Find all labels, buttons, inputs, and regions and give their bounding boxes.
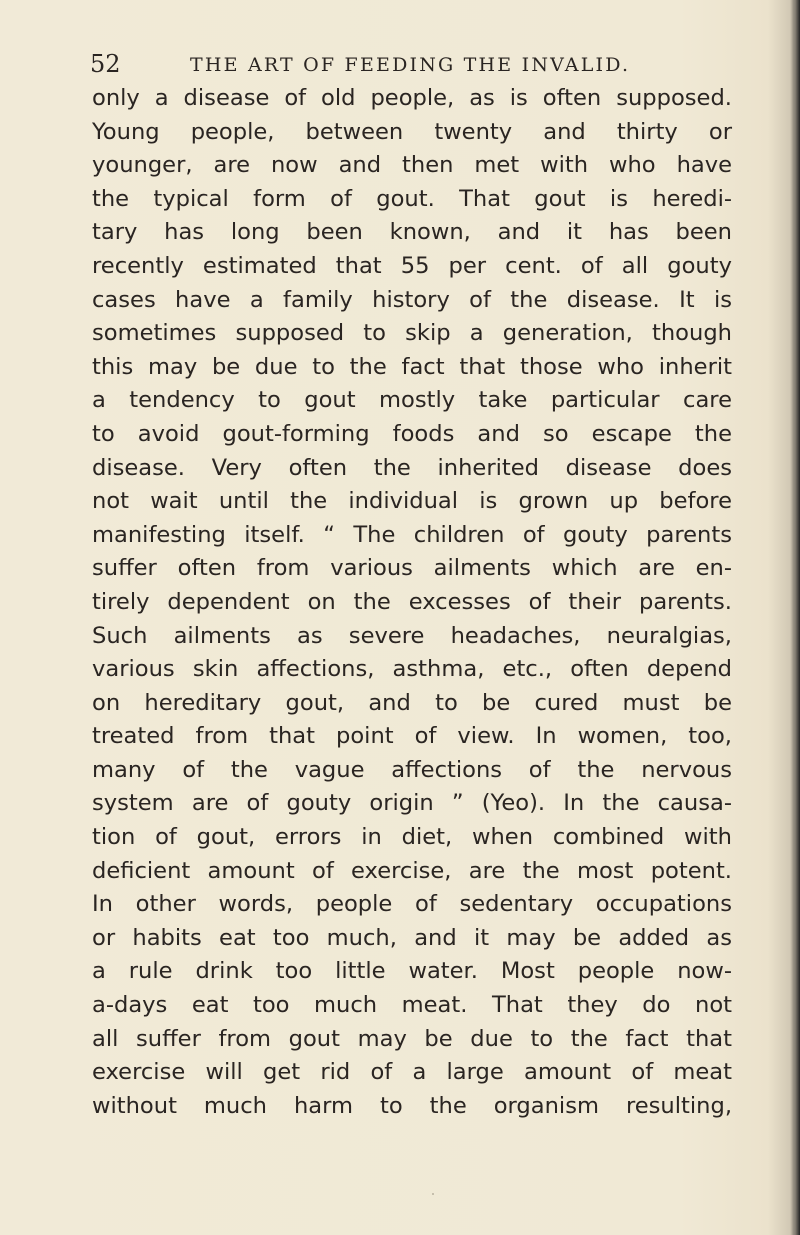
text-line: a rule drink too little water. Most people now- bbox=[92, 958, 732, 985]
page-edge-shadow bbox=[790, 0, 800, 1235]
text-line: system are of gouty origin ” (Yeo). In the causa- bbox=[92, 790, 732, 817]
text-line: deficient amount of exercise, are the most potent. bbox=[92, 857, 732, 884]
text-line: In other words, people of sedentary occupations bbox=[92, 891, 732, 918]
text-line: sometimes supposed to skip a generation, though bbox=[92, 320, 732, 347]
text-line: Such ailments as severe headaches, neuralgias, bbox=[92, 622, 732, 649]
page-number: 52 bbox=[90, 50, 121, 78]
text-line: without much harm to the organism resulting, bbox=[92, 1092, 732, 1119]
text-line: or habits eat too much, and it may be added as bbox=[92, 924, 732, 951]
text-line: various skin affections, asthma, etc., often depend bbox=[92, 656, 732, 683]
body-text bbox=[92, 82, 732, 1123]
text-line: recently estimated that 55 per cent. of all gouty bbox=[92, 252, 732, 279]
text-line: tary has long been known, and it has been bbox=[92, 219, 732, 246]
paper-speck bbox=[432, 1193, 434, 1195]
text-line: suffer often from various ailments which are en- bbox=[92, 555, 732, 582]
text-line: on hereditary gout, and to be cured must be bbox=[92, 689, 732, 716]
text-line: disease. Very often the inherited disease does bbox=[92, 454, 732, 481]
text-line: not wait until the individual is grown up before bbox=[92, 488, 732, 515]
text-line: a tendency to gout mostly take particular care bbox=[92, 387, 732, 414]
text-line: tirely dependent on the excesses of their parents. bbox=[92, 588, 732, 615]
text-line: to avoid gout-forming foods and so escape the bbox=[92, 420, 732, 447]
text-line: cases have a family history of the disease. It is bbox=[92, 286, 732, 313]
text-line: exercise will get rid of a large amount of meat bbox=[92, 1059, 732, 1086]
text-line: this may be due to the fact that those who inherit bbox=[92, 353, 732, 380]
text-line: all suffer from gout may be due to the fact that bbox=[92, 1025, 732, 1052]
text-line: a-days eat too much meat. That they do not bbox=[92, 992, 732, 1019]
text-line: Young people, between twenty and thirty or bbox=[92, 118, 732, 145]
text-line: only a disease of old people, as is often supposed. bbox=[92, 85, 732, 111]
text-line: younger, are now and then met with who have bbox=[92, 152, 732, 179]
running-title: THE ART OF FEEDING THE INVALID. bbox=[190, 54, 631, 76]
text-line: manifesting itself. “ The children of gouty parents bbox=[92, 521, 732, 548]
page-header bbox=[90, 46, 650, 80]
text-line: tion of gout, errors in diet, when combined with bbox=[92, 824, 732, 851]
text-line: treated from that point of view. In women, too, bbox=[92, 723, 732, 750]
text-line: many of the vague affections of the nervous bbox=[92, 756, 732, 783]
text-line: the typical form of gout. That gout is heredi- bbox=[92, 185, 732, 212]
